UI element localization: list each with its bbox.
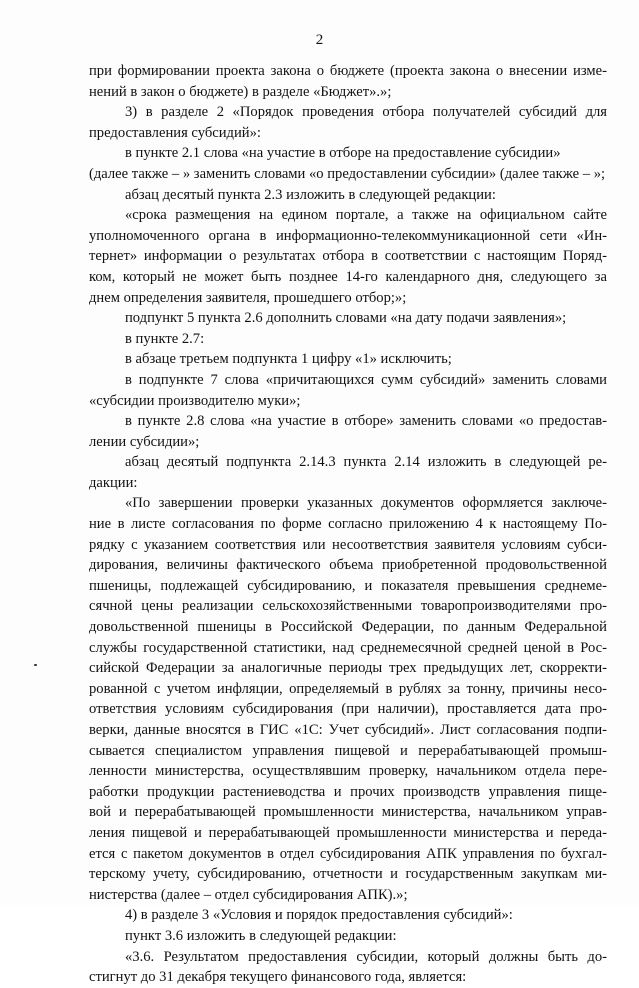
text-line: нений в закон о бюджете) в разделе «Бюджет».»; xyxy=(89,83,392,100)
text-line: довольственной пшеницы в Российской Федерации, по данным Федеральной xyxy=(89,619,607,636)
text-line: в пункте 2.8 слова «на участие в отборе» заменить словами «о предостав- xyxy=(125,413,607,430)
text-line: рованной с учетом инфляции, определяемый в рублях за тонну, причины несо- xyxy=(89,680,607,697)
text-line: пшеницы, подлежащей субсидированию, и показателя превышения среднеме- xyxy=(89,577,607,594)
text-line: в пункте 2.1 слова «на участие в отборе на предоставление субсидии» xyxy=(125,145,561,162)
page-number: 2 xyxy=(315,32,324,48)
text-line: (далее также – » заменить словами «о предоставлении субсидии» (далее также – »; xyxy=(89,165,606,182)
text-line: тернет» информации о результатах отбора в соответствии с настоящим Поряд- xyxy=(89,248,607,265)
text-line: «По завершении проверки указанных документов оформляется заключе- xyxy=(125,495,607,512)
text-line: дакции: xyxy=(89,474,138,491)
text-line: 4) в разделе 3 «Условия и порядок предоставления субсидий»: xyxy=(125,907,513,924)
text-line: ответствия условиям субсидирования (при наличии), проставляется дата про- xyxy=(89,701,607,718)
text-line: лении субсидии»; xyxy=(89,433,200,450)
text-line: сывается специалистом управления пищевой и перерабатывающей промыш- xyxy=(89,742,607,759)
text-line: в подпункте 7 слова «причитающихся сумм субсидий» заменить словами xyxy=(125,371,607,388)
text-line: ленности министерства, осуществлявшим проверку, начальником отдела пере- xyxy=(89,763,607,780)
text-line: верки, данные вносятся в ГИС «1С: Учет субсидий». Лист согласования подпи- xyxy=(89,722,607,738)
text-line: при формировании проекта закона о бюджете (проекта закона о внесении изме- xyxy=(89,63,607,79)
text-line: ется с пакетом документов в отдел субсидирования АПК управления по бухгал- xyxy=(89,845,607,862)
text-line: «срока размещения на едином портале, а также на официальном сайте xyxy=(125,207,607,224)
text-line: пункт 3.6 изложить в следующей редакции: xyxy=(125,927,397,944)
text-line: «субсидии производителю муки»; xyxy=(89,392,301,409)
text-line: днем определения заявителя, прошедшего отбор;»; xyxy=(89,289,407,306)
text-line: «3.6. Результатом предоставления субсидии, который должны быть до- xyxy=(125,948,607,965)
text-line: ления пищевой и перерабатывающей промышленности министерства и переда- xyxy=(89,824,607,841)
text-line: в абзаце третьем подпункта 1 цифру «1» исключить; xyxy=(125,351,452,368)
text-line: в пункте 2.7: xyxy=(125,330,205,347)
text-line: предоставления субсидий»: xyxy=(89,124,261,141)
text-line: службы государственной статистики, над среднемесячной средней ценой в Рос- xyxy=(89,639,607,656)
text-line: уполномоченного органа в информационно-телекоммуникационной сети «Ин- xyxy=(89,227,607,244)
document-body xyxy=(89,61,607,988)
text-line: рядку с указанием соответствия или несоответствия заявителя условиям субси- xyxy=(89,536,607,553)
text-line: нистерства (далее – отдел субсидирования АПК).»; xyxy=(89,886,408,903)
margin-mark xyxy=(34,664,37,666)
text-line: работки продукции растениеводства и прочих производств управления пище- xyxy=(89,783,607,800)
text-line: абзац десятый пункта 2.3 изложить в следующей редакции: xyxy=(125,186,496,203)
text-line: ние в листе согласования по форме согласно приложению 4 к настоящему По- xyxy=(89,516,607,533)
text-line: вой и перерабатывающей промышленности министерства, начальником управ- xyxy=(89,804,607,821)
text-line: стигнут до 31 декабря текущего финансового года, является: xyxy=(89,969,467,986)
text-line: ком, который не может быть позднее 14-го календарного дня, следующего за xyxy=(89,268,607,285)
text-line: дирования, величины фактического объема приобретенной продовольственной xyxy=(89,557,607,574)
text-line: абзац десятый подпункта 2.14.3 пункта 2.14 изложить в следующей ре- xyxy=(125,454,607,471)
text-line: терскому учету, субсидированию, отчетности и государственным закупкам ми- xyxy=(89,866,607,883)
text-line: сячной цены реализации сельскохозяйственными товаропроизводителями про- xyxy=(89,598,607,615)
text-line: подпункт 5 пункта 2.6 дополнить словами «на дату подачи заявления»; xyxy=(125,310,567,327)
text-line: 3) в разделе 2 «Порядок проведения отбора получателей субсидий для xyxy=(125,104,607,121)
text-line: сийской Федерации за аналогичные периоды трех предыдущих лет, скорректи- xyxy=(89,660,607,677)
